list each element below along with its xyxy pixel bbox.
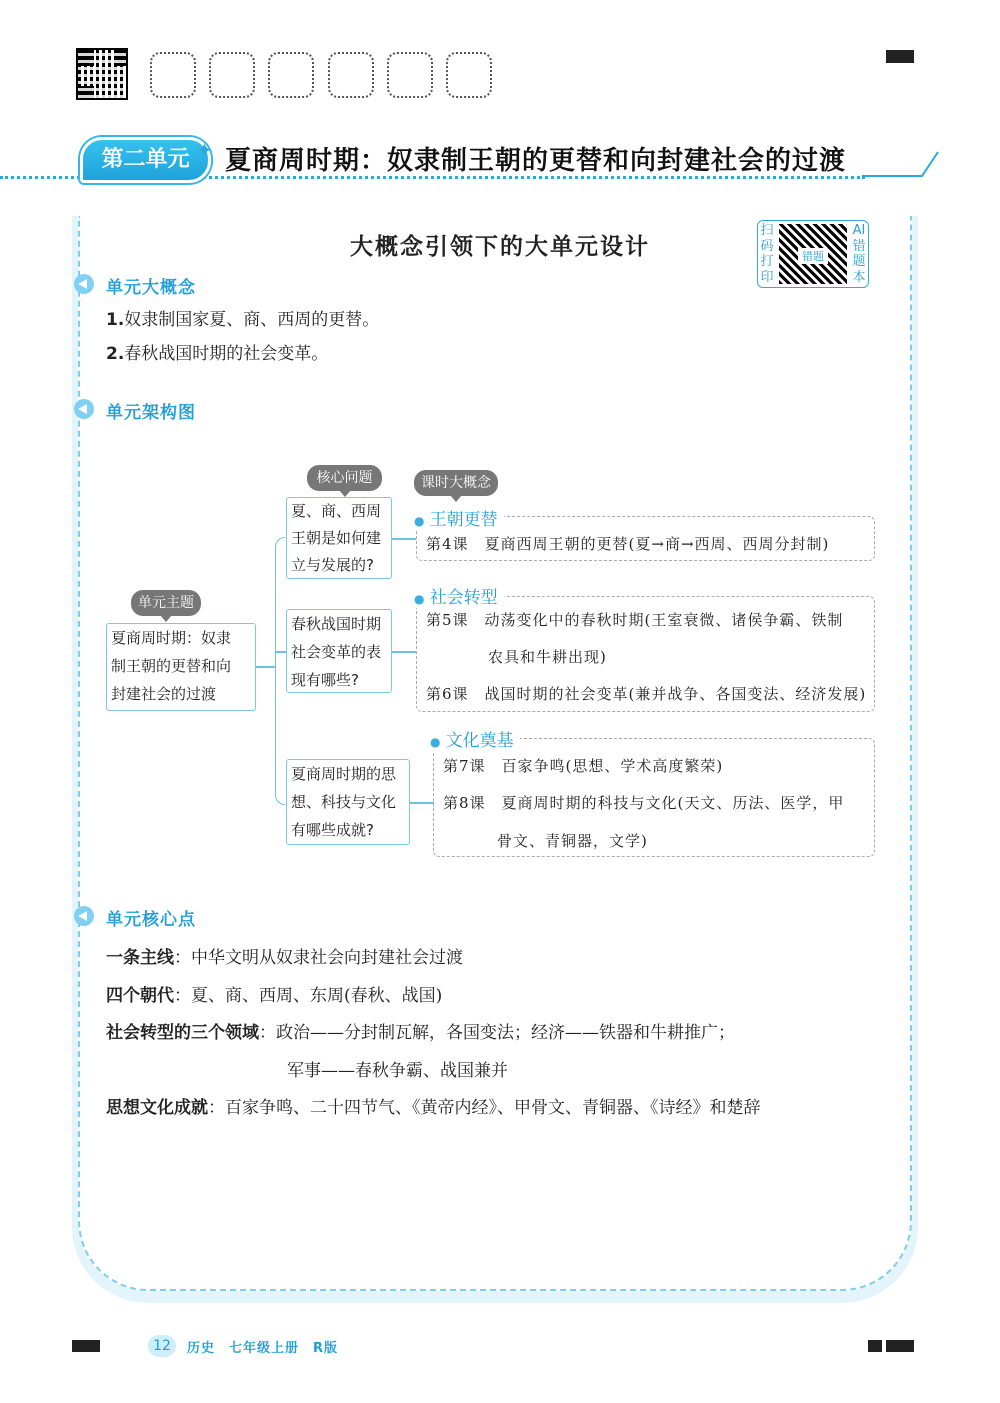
core-label: 思想文化成就 <box>106 1098 208 1118</box>
core-row <box>106 943 463 968</box>
section-arrow-icon <box>74 274 94 294</box>
core-text: 军事——春秋争霸、战国兼并 <box>287 1061 508 1081</box>
connector <box>276 651 286 653</box>
lesson-line: 第7课 百家争鸣(思想、学术高度繁荣) <box>443 757 724 775</box>
question-box <box>286 497 392 579</box>
ai-qr-badge[interactable] <box>757 220 869 288</box>
check-box <box>328 52 374 98</box>
tag-core-question: 核心问题 <box>307 465 382 491</box>
page-number: 12 <box>148 1335 176 1357</box>
connector-bracket <box>275 537 285 805</box>
core-label: 四个朝代 <box>106 986 174 1006</box>
section-arrow-icon <box>74 399 94 419</box>
core-row <box>106 1018 735 1043</box>
theme-line: 制王朝的更替和向 <box>111 657 232 675</box>
lesson-line: 农具和牛耕出现) <box>488 648 607 666</box>
theme-line: 封建社会的过渡 <box>111 685 217 703</box>
core-text: ：百家争鸣、二十四节气、《黄帝内经》、甲骨文、青铜器、《诗经》和楚辞 <box>208 1098 761 1118</box>
section-arrow-icon <box>74 906 94 926</box>
bullet-icon: ● <box>414 592 425 606</box>
concept-item-text: 奴隶制国家夏、商、西周的更替。 <box>124 310 380 330</box>
check-box <box>150 52 196 98</box>
question-line: 夏、商、西周 <box>291 502 382 520</box>
qr-badge-center: 错题 <box>798 248 828 264</box>
corner-mark <box>72 1340 100 1352</box>
connector <box>410 802 434 804</box>
question-line: 立与发展的? <box>291 556 374 574</box>
core-row <box>106 1093 761 1118</box>
unit-label: 第二单元 <box>80 137 211 183</box>
concept-item-text: 春秋战国时期的社会变革。 <box>124 344 329 364</box>
core-row <box>106 981 442 1006</box>
core-label: 一条主线 <box>106 948 174 968</box>
bullet-icon: ● <box>414 514 425 528</box>
core-row <box>287 1056 508 1081</box>
bullet-icon: ● <box>430 735 441 749</box>
concept-item <box>106 305 379 330</box>
question-line: 有哪些成就? <box>291 821 374 839</box>
group-heading <box>412 583 504 608</box>
group-heading <box>428 726 520 751</box>
group-name: 文化奠基 <box>445 731 514 751</box>
corner-mark <box>886 1340 914 1352</box>
corner-mark <box>868 1340 882 1352</box>
lesson-line: 第4课 夏商西周王朝的更替(夏→商→西周、西周分封制) <box>426 535 830 553</box>
group-name: 王朝更替 <box>429 510 498 530</box>
core-text: ：夏、商、西周、东周(春秋、战国) <box>174 986 443 1006</box>
section-title-structure: 单元架构图 <box>106 403 196 423</box>
check-box <box>209 52 255 98</box>
connector <box>392 651 416 653</box>
question-line: 春秋战国时期 <box>291 615 382 633</box>
corner-mark <box>886 50 914 63</box>
qr-badge-right: AI错题本 <box>852 223 866 285</box>
star-icon: ✦ <box>196 138 213 162</box>
check-box <box>268 52 314 98</box>
group-heading <box>412 505 504 530</box>
question-line: 夏商周时期的思 <box>291 765 397 783</box>
core-label: 社会转型的三个领域 <box>106 1023 259 1043</box>
header-divider-tail <box>860 150 940 180</box>
lesson-line: 第6课 战国时期的社会变革(兼并战争、各国变法、经济发展) <box>426 685 867 703</box>
check-box <box>387 52 433 98</box>
core-text: ：中华文明从奴隶社会向封建社会过渡 <box>174 948 463 968</box>
core-text: ：政治——分封制瓦解，各国变法；经济——铁器和牛耕推广； <box>259 1023 735 1043</box>
qr-code-icon <box>76 48 128 100</box>
tag-unit-theme: 单元主题 <box>131 590 201 616</box>
unit-title: 夏商周时期：奴隶制王朝的更替和向封建社会的过渡 <box>225 146 847 176</box>
question-line: 现有哪些? <box>291 671 359 689</box>
question-box <box>286 609 392 693</box>
lesson-line: 第8课 夏商周时期的科技与文化(天文、历法、医学，甲 <box>443 794 845 812</box>
lesson-line: 骨文、青铜器，文学) <box>497 832 648 850</box>
concept-item <box>106 339 328 364</box>
check-box <box>446 52 492 98</box>
question-line: 王朝是如何建 <box>291 529 382 547</box>
group-name: 社会转型 <box>429 588 498 608</box>
concept-item-num: 2. <box>106 344 125 364</box>
concept-item-num: 1. <box>106 310 125 330</box>
section-title-concept: 单元大概念 <box>106 278 196 298</box>
theme-box <box>106 623 256 711</box>
theme-line: 夏商周时期：奴隶 <box>111 629 232 647</box>
tag-lesson-concept: 课时大概念 <box>414 470 498 496</box>
page-title: 大概念引领下的大单元设计 <box>350 233 650 260</box>
connector <box>256 666 276 668</box>
question-line: 想、科技与文化 <box>291 793 397 811</box>
qr-badge-left: 扫码打印 <box>760 223 774 285</box>
connector <box>392 538 416 540</box>
lesson-line: 第5课 动荡变化中的春秋时期(王室衰微、诸侯争霸、铁制 <box>426 611 844 629</box>
question-box <box>286 759 410 845</box>
question-line: 社会变革的表 <box>291 643 382 661</box>
section-title-core: 单元核心点 <box>106 910 196 930</box>
footer-text: 历史 七年级上册 R版 <box>187 1341 339 1356</box>
